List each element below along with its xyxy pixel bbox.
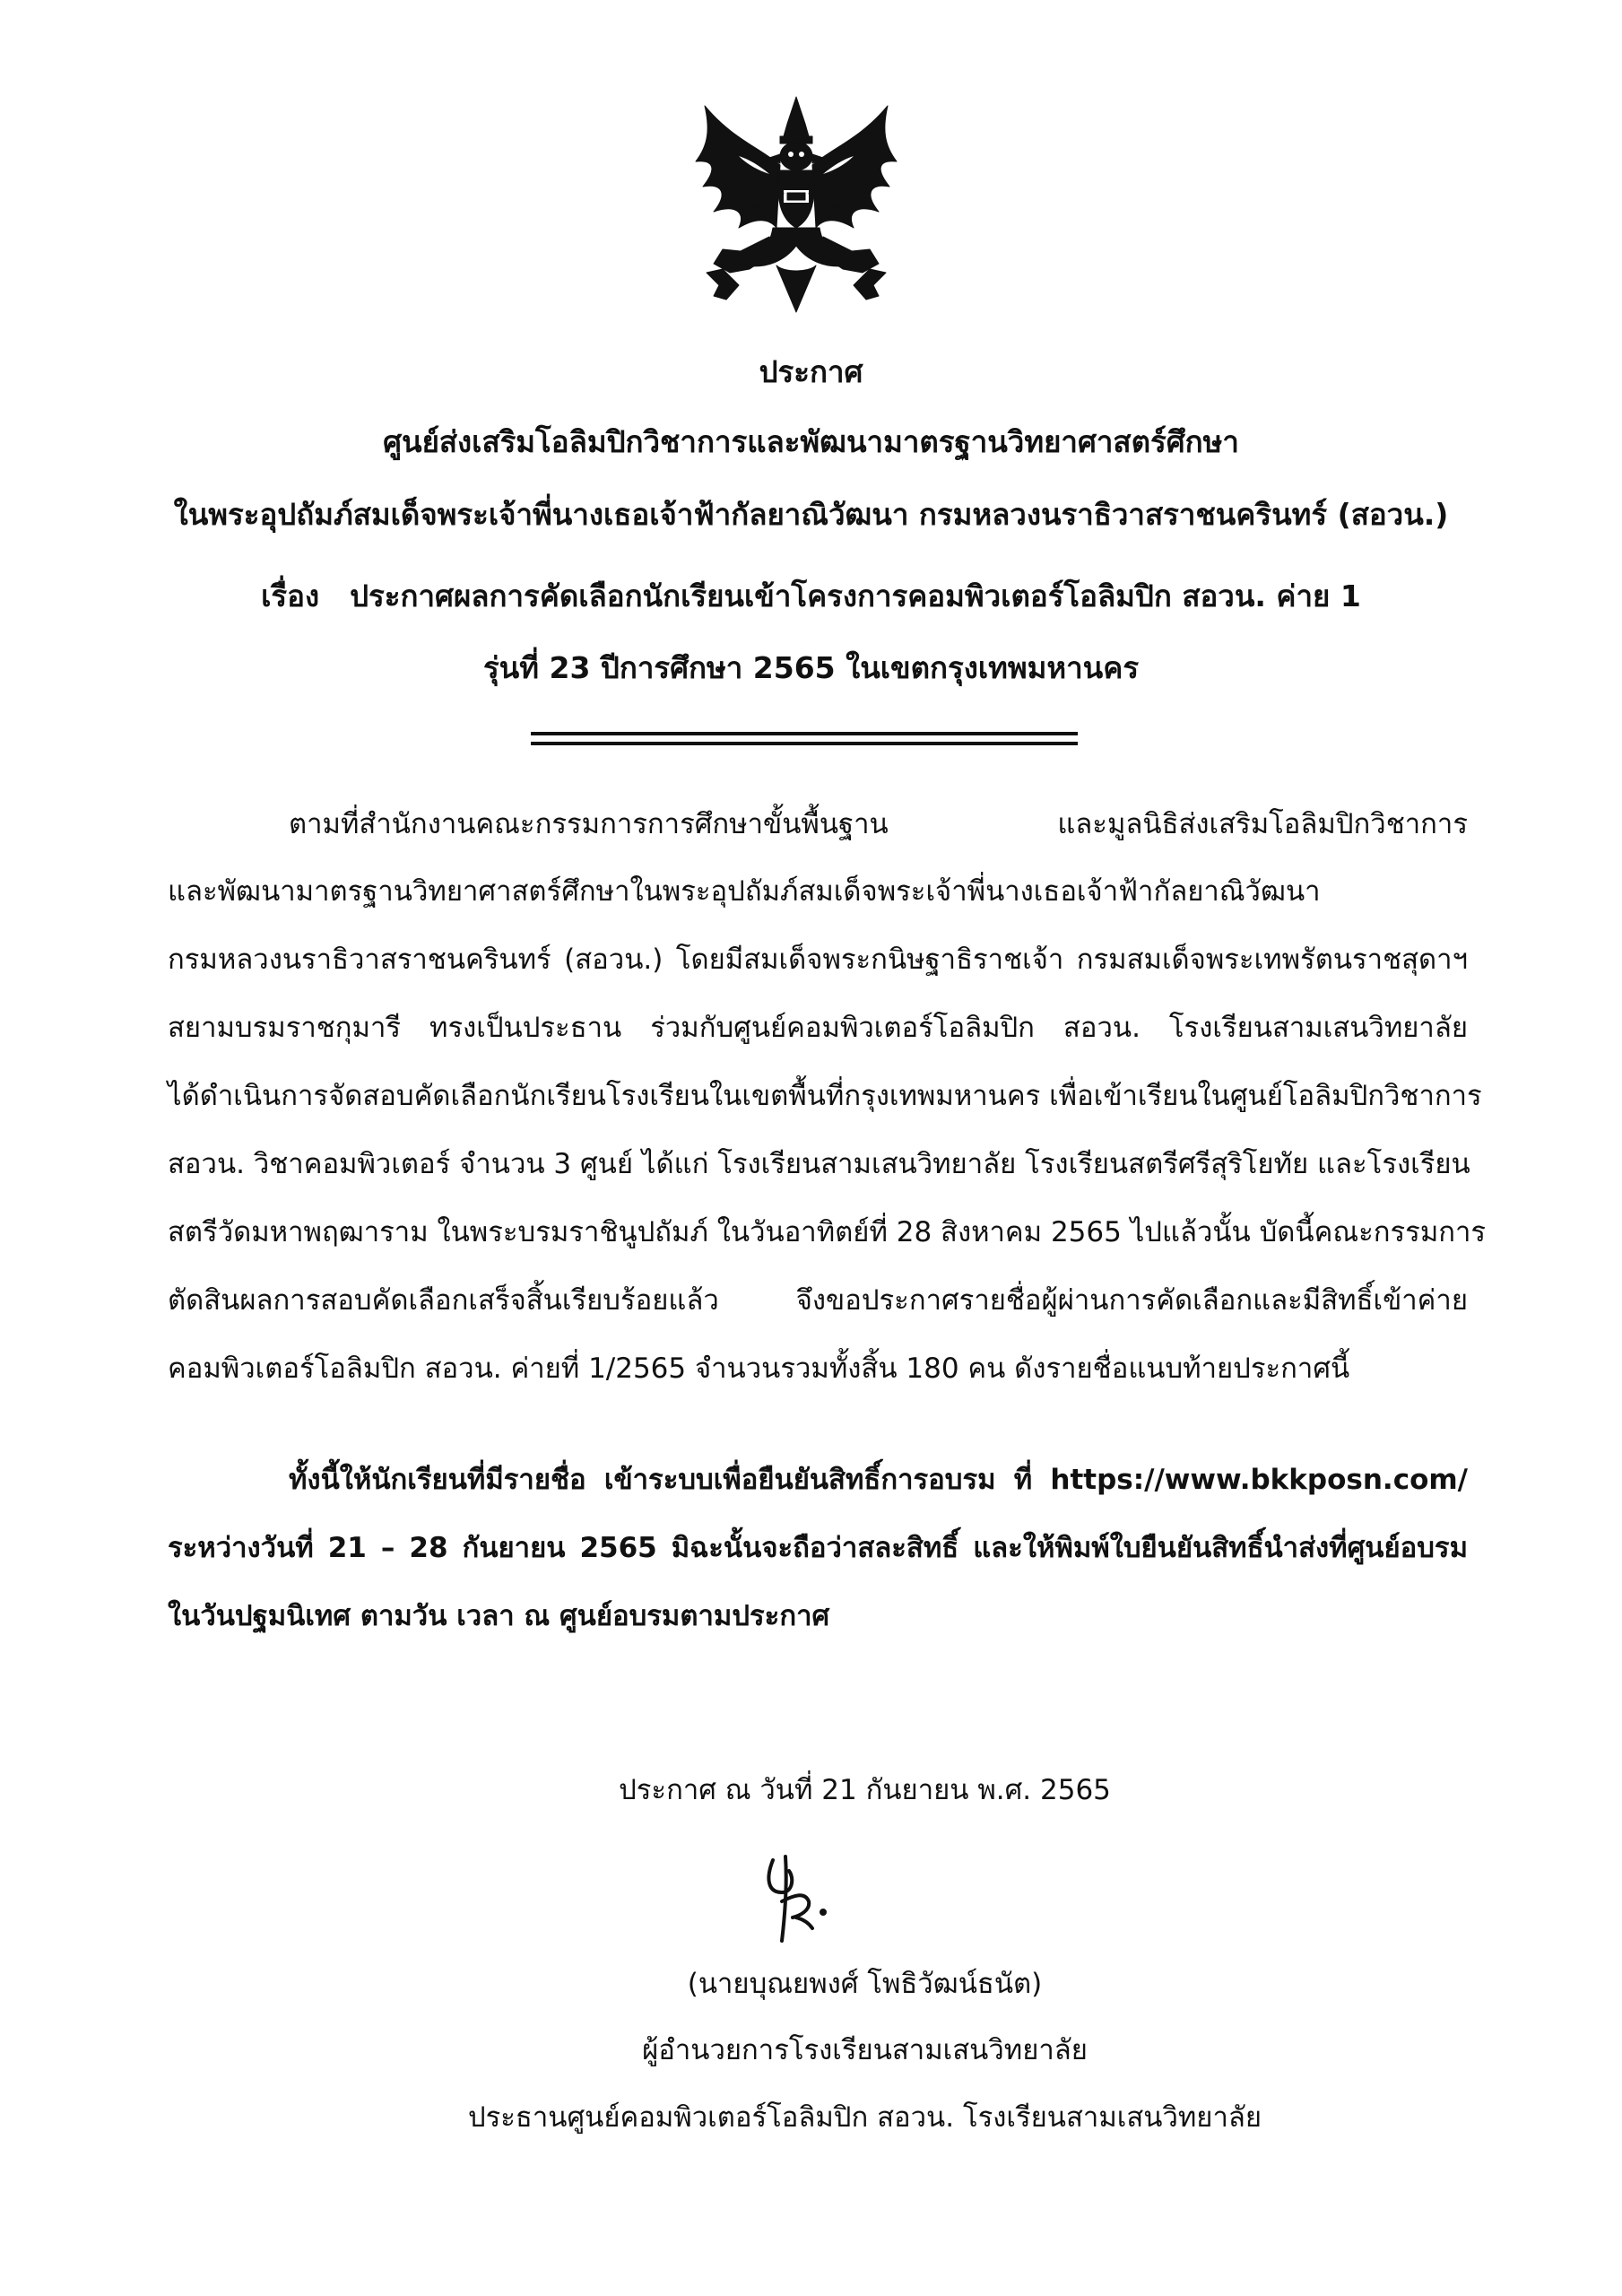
organization-name-line-1: ศูนย์ส่งเสริมโอลิมปิกวิชาการและพัฒนามาตรฐานวิทยาศาสตร์ศึกษา: [383, 424, 1239, 459]
organization-name-line-2: ในพระอุปถัมภ์สมเด็จพระเจ้าพี่นางเธอเจ้าฟ้ากัลยาณิวัฒนา กรมหลวงนราธิวาสราชนครินทร์ (สอวน.): [173, 497, 1449, 532]
heading-divider-top: [531, 732, 1078, 735]
paragraph-2-line: ระหว่างวันที่ 21 – 28 กันยายน 2565 มิฉะนั้นจะถือว่าสละสิทธิ์ และให้พิมพ์ใบยืนยันสิทธิ์นำส่งที่ศูนย์อบรม: [168, 1532, 1468, 1564]
garuda-emblem-icon: [687, 93, 906, 314]
paragraph-1-line: สตรีวัดมหาพฤฒาราม ในพระบรมราชินูปถัมภ์ ในวันอาทิตย์ที่ 28 สิงหาคม 2565 ไปแล้วนั้น บัดนี้คณะกรรมการ: [168, 1216, 1487, 1248]
paragraph-1-line: คอมพิวเตอร์โอลิมปิก สอวน. ค่ายที่ 1/2565 จำนวนรวมทั้งสิ้น 180 คน ดังรายชื่อแนบท้ายประกาศนี้: [168, 1352, 1350, 1385]
subject-line-2: รุ่นที่ 23 ปีการศึกษา 2565 ในเขตกรุงเทพมหานคร: [482, 650, 1140, 685]
paragraph-1-line: ตัดสินผลการสอบคัดเลือกเสร็จสิ้นเรียบร้อยแล้ว จึงขอประกาศรายชื่อผู้ผ่านการคัดเลือกและมีสิทธิ์เข้าค่าย: [168, 1284, 1468, 1317]
announcement-date: ประกาศ ณ วันที่ 21 กันยายน พ.ศ. 2565: [619, 1774, 1111, 1806]
heading-divider-bottom: [531, 742, 1078, 745]
subject-line-1: [0, 578, 1622, 614]
paragraph-2-line: ในวันปฐมนิเทศ ตามวัน เวลา ณ ศูนย์อบรมตามประกาศ: [168, 1600, 830, 1632]
paragraph-1-line: และพัฒนามาตรฐานวิทยาศาสตร์ศึกษาในพระอุปถัมภ์สมเด็จพระเจ้าพี่นางเธอเจ้าฟ้ากัลยาณิวัฒนา: [168, 875, 1321, 908]
signer-name: (นายบุณยพงศ์ โพธิวัฒน์ธนัต): [687, 1968, 1043, 2000]
paragraph-1-line: สยามบรมราชกุมารี ทรงเป็นประธาน ร่วมกับศูนย์คอมพิวเตอร์โอลิมปิก สอวน. โรงเรียนสามเสนวิทยาลัย: [168, 1012, 1468, 1044]
handwritten-signature-icon: [746, 1848, 845, 1955]
signer-title-1: ผู้อำนวยการโรงเรียนสามเสนวิทยาลัย: [642, 2034, 1088, 2066]
paragraph-1-line: สอวน. วิชาคอมพิวเตอร์ จำนวน 3 ศูนย์ ได้แก่ โรงเรียนสามเสนวิทยาลัย โรงเรียนสตรีศรีสุริโยทัย และโรงเรียน: [168, 1148, 1470, 1180]
paragraph-2-line: ทั้งนี้ให้นักเรียนที่มีรายชื่อ เข้าระบบเพื่อยืนยันสิทธิ์การอบรม ที่ https://www.bkkposn.com/: [289, 1464, 1468, 1496]
paragraph-1-line: ตามที่สำนักงานคณะกรรมการการศึกษาขั้นพื้นฐาน และมูลนิธิส่งเสริมโอลิมปิกวิชาการ: [289, 808, 1468, 840]
subject-label: เรื่อง: [261, 578, 320, 613]
subject-text-1: ประกาศผลการคัดเลือกนักเรียนเข้าโครงการคอมพิวเตอร์โอลิมปิก สอวน. ค่าย 1: [350, 578, 1361, 613]
signer-title-2: ประธานศูนย์คอมพิวเตอร์โอลิมปิก สอวน. โรงเรียนสามเสนวิทยาลัย: [467, 2101, 1262, 2134]
paragraph-1-line: ได้ดำเนินการจัดสอบคัดเลือกนักเรียนโรงเรียนในเขตพื้นที่กรุงเทพมหานคร เพื่อเข้าเรียนในศูนย์โอลิมปิกวิชาการ: [168, 1080, 1482, 1112]
paragraph-1-line: กรมหลวงนราธิวาสราชนครินทร์ (สอวน.) โดยมีสมเด็จพระกนิษฐาธิราชเจ้า กรมสมเด็จพระเทพรัตนราชสุดาฯ: [168, 944, 1468, 976]
announcement-title: ประกาศ: [759, 354, 863, 389]
